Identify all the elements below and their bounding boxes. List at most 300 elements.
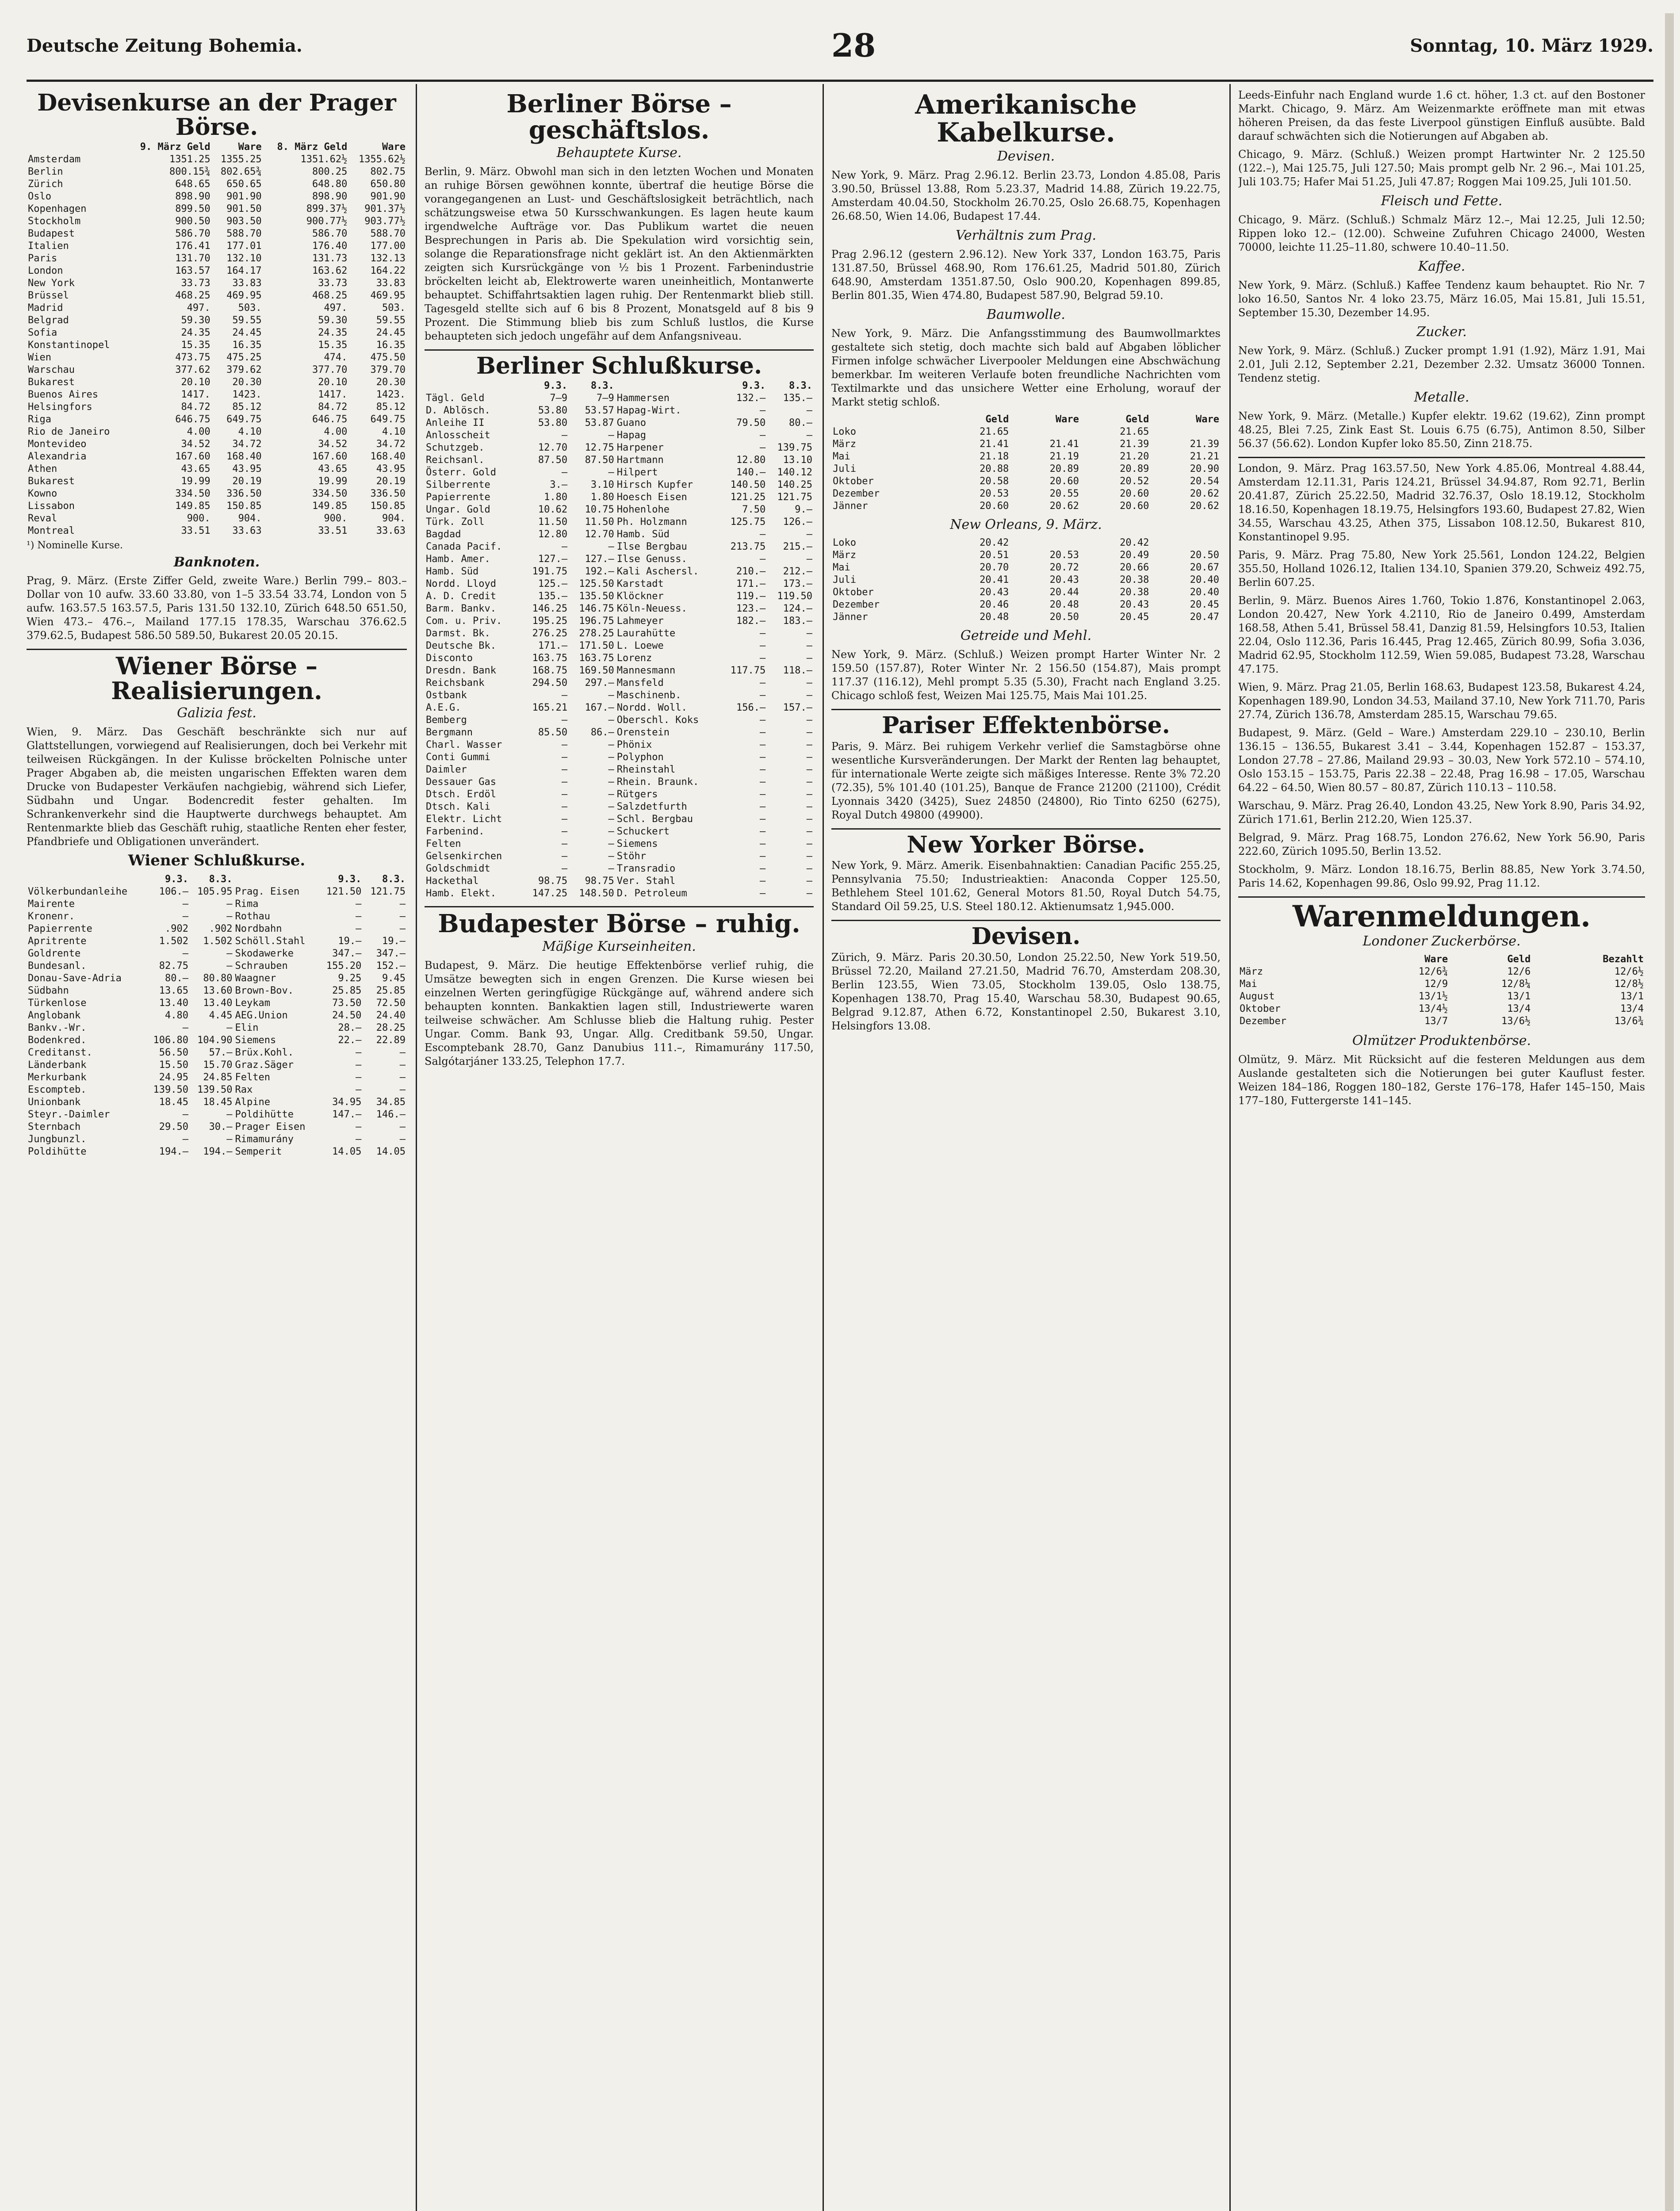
table-row <box>425 541 814 553</box>
warschau-text: Warschau, 9. März. Prag 26.40, London 43.25, New York 8.90, Paris 34.92, Zürich 171.61, Berlin 212.20, Wien 125.37. <box>1238 799 1645 826</box>
table-cell: 7–9 <box>550 393 568 404</box>
table-cell: Oslo <box>28 191 51 203</box>
table-row <box>27 898 407 910</box>
table-cell: Ver. Stahl <box>616 876 676 887</box>
table-cell: 347.– <box>332 948 362 959</box>
chicago-text: Chicago, 9. März. (Schluß.) Weizen prompt Hartwinter Nr. 2 125.50 (122.–), Mai 125.75, Juli 127.50; Mais prompt gelb Nr. 2 96.–, Mai 101.25, Juli 103.75; Hafer Mai 51.25, Juli 47.87; Roggen Mai 109.25, Juli 101.50. <box>1238 148 1645 188</box>
table-cell: Schutzgeb. <box>426 442 485 454</box>
table-row <box>27 1084 407 1096</box>
table-cell: 18.45 <box>203 1096 233 1108</box>
table-cell: Hapag-Wirt. <box>616 405 681 417</box>
belgrad-text: Belgrad, 9. März. Prag 168.75, London 276.62, New York 56.90, Paris 222.60, Zürich 1095.50, Berlin 13.52. <box>1238 831 1645 857</box>
table-cell: 20.70 <box>980 562 1009 573</box>
table-cell: – <box>760 677 766 689</box>
table-cell: 14.05 <box>332 1146 362 1157</box>
table-cell: Hamb. Amer. <box>426 554 490 565</box>
table-cell: 171.50 <box>579 640 614 652</box>
table-cell: Goldschmidt <box>426 863 490 875</box>
table-cell: 12.70 <box>585 529 614 540</box>
table-cell: 72.50 <box>376 997 406 1009</box>
table-cell: 904. <box>238 513 262 524</box>
table-header-cell: 9.3. <box>165 873 188 885</box>
zucker-text: New York, 9. März. (Schluß.) Zucker prompt 1.91 (1.92), März 1.91, Mai 2.01, Juli 2.12, September 2.21, Dezember 2.32. Umsatz 36000 Tonnen. Tendenz stetig. <box>1238 344 1645 384</box>
devisen-footnote: ¹) Nominelle Kurse. <box>27 540 123 551</box>
table-cell: 646.75 <box>175 414 210 425</box>
table-cell: 12.70 <box>538 442 568 454</box>
table-row <box>425 578 814 590</box>
table-row <box>27 463 407 475</box>
table-cell: Goldrente <box>28 948 81 959</box>
table-header-cell: 8.3. <box>209 873 233 885</box>
table-cell: Hartmann <box>616 455 664 466</box>
table-cell: – <box>760 764 766 776</box>
table-cell: – <box>399 910 406 922</box>
table-cell: 33.51 <box>181 525 210 537</box>
table-row <box>425 491 814 504</box>
table-cell: Transradio <box>616 863 676 875</box>
table-row <box>831 438 1221 451</box>
table-cell: 150.85 <box>370 501 406 512</box>
table-cell: 294.50 <box>532 677 568 689</box>
table-cell: Athen <box>28 463 57 475</box>
table-cell: 13/4 <box>1620 1003 1644 1015</box>
table-cell: – <box>561 715 568 726</box>
table-row <box>1238 978 1645 991</box>
table-cell: – <box>356 1084 362 1095</box>
table-row <box>27 265 407 277</box>
table-row <box>27 960 407 972</box>
table-cell: 87.50 <box>585 455 614 466</box>
table-cell: 192.– <box>585 566 614 578</box>
table-cell: – <box>806 777 812 788</box>
table-cell: 146.25 <box>532 603 568 615</box>
table-cell: 14.05 <box>376 1146 406 1157</box>
column-rule-3 <box>1229 84 1231 2211</box>
table-cell: Alexandria <box>28 451 87 463</box>
table-cell: – <box>760 529 766 540</box>
table-cell: Budapest <box>28 228 75 240</box>
column-3 <box>831 88 1221 2211</box>
table-cell: 9.25 <box>338 972 362 984</box>
table-cell: 13.60 <box>203 985 233 996</box>
table-cell: 15.35 <box>181 340 210 351</box>
table-cell: – <box>608 752 614 763</box>
table-cell: Buenos Aires <box>28 389 98 401</box>
table-cell: – <box>561 690 568 701</box>
table-cell: Hohenlohe <box>616 504 670 516</box>
table-cell: 903.77½ <box>364 216 406 227</box>
table-cell: New York <box>28 278 75 289</box>
table-cell: – <box>608 467 614 478</box>
table-cell: Oberschl. Koks <box>616 715 699 726</box>
fleisch-text: Chicago, 9. März. (Schluß.) Schmalz März 12.–, Mai 12.25, Juli 12.50; Rippen loko 12.– (12.00). Schweine Zufuhren Chicago 24000, Westen 70000, leichte 11.25–11.80, schwere 10.40–11.50. <box>1238 214 1645 253</box>
table-cell: – <box>806 814 812 825</box>
table-cell: 901.37½ <box>364 203 406 215</box>
table-cell: 20.90 <box>1190 463 1219 474</box>
table-cell: 904. <box>382 513 406 524</box>
table-cell: – <box>760 739 766 751</box>
table-cell: 13.10 <box>783 455 812 466</box>
table-row <box>27 475 407 488</box>
table-cell: – <box>806 876 812 887</box>
table-cell: 53.80 <box>538 417 568 429</box>
table-cell: L. Loewe <box>616 640 664 652</box>
table-cell: – <box>561 541 568 553</box>
table-row <box>27 1133 407 1146</box>
table-cell: 24.35 <box>181 327 210 339</box>
table-cell: 802.65¾ <box>220 166 262 178</box>
table-cell: Bukarest <box>28 476 75 487</box>
table-row <box>425 590 814 603</box>
table-cell: 191.75 <box>532 566 568 578</box>
table-cell: 20.62 <box>1190 501 1219 512</box>
table-cell: Tägl. Geld <box>426 393 485 404</box>
wiener-title: Wiener Börse – Realisierungen. <box>111 651 322 705</box>
table-cell: 379.70 <box>370 364 406 376</box>
table-cell: Brüssel <box>28 290 69 302</box>
table-row <box>425 566 814 578</box>
table-cell: Riga <box>28 414 51 425</box>
wiener-text: Wien, 9. März. Das Geschäft beschränkte sich nur auf Glattstellungen, vorwiegend auf Realisierungen, doch bei Verkehr mit teilweisen Rückgängen. In der Kulisse bröckelten Polnische unter Prager Abgaben ab, die meisten ungarischen Effekten waren dem Drucke von Budapester Verkäufen nachgiebig, während sich Liefer, Südbahn und Ungar. Bodencredit fester gehalten. Im Schrankenverkehr sind die Hauptwerte durchwegs behauptet. Am Rentenmarkte blieb das Geschäft ruhig, staatliche Renten eher fester, Pfandbriefe und Obligationen unverändert. <box>27 726 407 848</box>
table-row <box>831 463 1221 475</box>
table-cell: 13/1 <box>1507 991 1531 1002</box>
table-cell: – <box>806 739 812 751</box>
budapest-devisen-text: Budapest, 9. März. (Geld – Ware.) Amsterdam 229.10 – 230.10, Berlin 136.15 – 136.55, Bukarest 3.41 – 3.44, Kopenhagen 152.87 – 153.37, London 27.78 – 27.86, Mailand 29.93 – 30.03, New York 572.10 – 574.10, Oslo 153.15 – 153.75, Paris 22.38 – 22.48, Prag 16.98 – 17.05, Warschau 64.22 – 64.50, Wien 80.57 – 80.87, Zürich 110.13 – 110.58. <box>1238 727 1645 794</box>
table-cell: Loko <box>833 537 856 548</box>
table-cell: – <box>760 442 766 454</box>
table-cell: Papierrente <box>426 492 490 503</box>
table-cell: – <box>399 898 406 910</box>
table-cell: 347.– <box>376 948 406 959</box>
table-cell: 474. <box>324 352 348 363</box>
table-cell: Poldihütte <box>235 1109 294 1120</box>
table-cell: Felten <box>426 838 461 850</box>
table-cell: 148.50 <box>579 888 614 899</box>
table-cell: 3.– <box>550 479 568 491</box>
paris-text: Paris, 9. März. Prag 75.80, New York 25.561, London 124.22, Belgien 355.50, Holland 1026.12, Italien 134.10, Spanien 379.20, Schweiz 492.75, Berlin 607.25. <box>1238 549 1645 589</box>
table-cell: 1417. <box>318 389 348 401</box>
table-cell: 168.75 <box>532 665 568 677</box>
table-cell: – <box>760 653 766 664</box>
table-cell: 1355.25 <box>220 154 262 165</box>
table-row <box>425 887 814 900</box>
table-cell: – <box>806 430 812 441</box>
table-cell: Lorenz <box>616 653 652 664</box>
table-cell: 900. <box>324 513 348 524</box>
metalle-title: Metalle. <box>1414 390 1470 405</box>
table-cell: 28.– <box>338 1022 362 1033</box>
table-cell: 646.75 <box>312 414 348 425</box>
table-cell: 20.45 <box>1120 612 1149 623</box>
table-cell: 132.– <box>736 393 766 404</box>
table-cell: 20.67 <box>1190 562 1219 573</box>
table-cell: – <box>760 727 766 738</box>
table-cell: Ph. Holzmann <box>616 516 687 528</box>
table-cell: 900.50 <box>175 216 210 227</box>
table-cell: 588.70 <box>370 228 406 240</box>
banknoten-text: Prag, 9. März. (Erste Ziffer Geld, zweite Ware.) Berlin 799.– 803.– Dollar von 10 aufw. 33.60 33.80, von 1–5 33.54 33.74, London von 5 aufw. 163.57.5 163.57.5, Paris 131.50 132.10, Zürich 648.50 651.50, Wien 473.– 476.–, Mailand 177.15 178.35, Warschau 376.62.5 379.62.5, Budapest 586.50 589.50, Bukarest 20.05 20.15. <box>27 574 407 642</box>
table-cell: – <box>806 554 812 565</box>
table-cell: – <box>760 789 766 800</box>
table-cell: 73.50 <box>332 997 362 1009</box>
table-row <box>425 702 814 714</box>
table-cell: 24.45 <box>376 327 406 339</box>
table-cell: – <box>806 863 812 875</box>
table-cell: 800.15¾ <box>169 166 210 178</box>
table-cell: 377.70 <box>312 364 348 376</box>
table-cell: – <box>561 777 568 788</box>
table-row <box>27 401 407 413</box>
table-row <box>27 1047 407 1059</box>
table-row <box>27 525 407 537</box>
table-header-cell: 9.3. <box>544 380 568 392</box>
table-cell: Rhein. Braunk. <box>616 777 699 788</box>
table-row <box>425 813 814 826</box>
table-cell: 20.43 <box>1120 599 1149 610</box>
table-cell: – <box>561 739 568 751</box>
table-cell: 20.40 <box>1190 574 1219 585</box>
table-cell: 900.77½ <box>306 216 348 227</box>
table-cell: 469.95 <box>226 290 262 302</box>
table-header-cell: 8.3. <box>590 380 614 392</box>
table-row <box>425 627 814 640</box>
table-cell: Oktober <box>833 587 874 598</box>
table-cell: 24.50 <box>332 1010 362 1021</box>
table-row <box>27 985 407 997</box>
london-text: London, 9. März. Prag 163.57.50, New York 4.85.06, Montreal 4.88.44, Amsterdam 12.11.31, Paris 124.21, Brüssel 34.94.87, Rom 92.71, Berlin 20.41.87, Zürich 25.22.50, Madrid 32.76.37, Oslo 18.19.12, Stockholm 18.16.50, Kopenhagen 18.19.75, Helsingfors 193.60, Budapest 27.82, Wien 34.55, Warschau 43.25, Athen 375, Lissabon 108.12.50, Bukarest 810, Konstantinopel 9.95. <box>1238 462 1645 543</box>
table-cell: 33.63 <box>232 525 262 537</box>
table-cell: – <box>561 801 568 813</box>
table-row <box>425 454 814 467</box>
table-cell: Phönix <box>616 739 652 751</box>
table-cell: Disconto <box>426 653 473 664</box>
table-cell: 297.– <box>585 677 614 689</box>
table-row <box>27 178 407 191</box>
table-cell: 212.– <box>783 566 812 578</box>
table-cell: Oktober <box>1240 1003 1281 1015</box>
table-row <box>425 442 814 454</box>
table-cell: Laurahütte <box>616 628 676 639</box>
table-cell: – <box>760 863 766 875</box>
table-cell: 13/1½ <box>1418 991 1448 1002</box>
table-row <box>425 776 814 788</box>
table-cell: 7–9 <box>597 393 614 404</box>
table-cell: – <box>399 1084 406 1095</box>
table-cell: – <box>760 690 766 701</box>
table-cell: 126.– <box>783 516 812 528</box>
berliner-text: Berlin, 9. März. Obwohl man sich in den letzten Wochen und Monaten an ruhige Börsen gewöhnen konnte, übertraf die heutige Börse die vorangegangenen an Lust- und Geschäftslosigkeit beträchtlich, nach schätzungsweise etwa 50 Kursschwankungen. Es lagen heute kaum irgendwelche Aufträge vor. Das Publikum wartet die neuen Besprechungen in Paris ab. Die Spekulation wird vorsichtig sein, solange die Reparationsfrage nicht geklärt ist. An den Aktienmärkten zeigten sich Kursrückgänge von ½ bis 1 Prozent. Farbenindustrie bröckelten leicht ab, Elektrowerte waren uneinheitlich, Montanwerte behauptet. Schiffahrtsaktien lagen ruhig. Der Rentenmarkt blieb still. Tagesgeld stellte sich auf 6 bis 8 Prozent, Monatsgeld auf 8 bis 9 Prozent. Die Stimmung blieb bis zum Schluß lustlos, die Kurse behaupteten sich jedoch ungefähr auf dem Anfangsniveau. <box>425 165 814 342</box>
table-cell: 20.60 <box>1120 501 1149 512</box>
table-cell: 4.00 <box>324 426 348 438</box>
table-cell: – <box>608 814 614 825</box>
table-cell: Schuckert <box>616 826 670 838</box>
table-cell <box>1010 537 1080 549</box>
table-row <box>27 290 407 302</box>
table-cell: 21.39 <box>1190 439 1219 450</box>
table-cell: 157.– <box>783 702 812 714</box>
table-cell: Dtsch. Erdöl <box>426 789 496 800</box>
metalle-text: New York, 9. März. (Metalle.) Kupfer elektr. 19.62 (19.62), Zinn prompt 48.25, Blei 7.25, Zink East St. Louis 6.75 (6.75), Antimon 8.50, Silber 56.37 (56.62). London Kupfer loko 85.50, Zinn 218.75. <box>1238 410 1645 450</box>
table-cell: 59.30 <box>181 315 210 326</box>
table-cell: August <box>1240 991 1275 1002</box>
table-cell: 25.85 <box>332 985 362 996</box>
table-cell: Maschinenb. <box>616 690 681 701</box>
table-cell: 24.85 <box>203 1071 233 1083</box>
table-cell: 135.– <box>783 393 812 404</box>
table-row <box>831 475 1221 488</box>
table-cell: 43.65 <box>181 463 210 475</box>
table-header-cell <box>425 380 522 392</box>
table-cell: Brüx.Kohl. <box>235 1047 294 1058</box>
table-cell: Rimamurány <box>235 1133 294 1145</box>
table-row <box>425 751 814 764</box>
table-cell: – <box>226 1022 233 1033</box>
table-cell: 121.75 <box>777 492 812 503</box>
table-row <box>27 389 407 401</box>
table-cell: .902 <box>165 923 188 934</box>
table-cell: Belgrad <box>28 315 69 326</box>
table-cell: 30.– <box>209 1121 233 1132</box>
table-row <box>425 652 814 665</box>
table-cell: – <box>561 826 568 838</box>
table-cell: 121.25 <box>730 492 766 503</box>
table-cell: 85.12 <box>376 402 406 413</box>
amerik-text-1: New York, 9. März. Prag 2.96.12. Berlin 23.73, London 4.85.08, Paris 3.90.50, Brüssel 13.88, Rom 5.23.37, Madrid 14.88, Zürich 19.22.75, Amsterdam 40.04.50, Stockholm 26.70.25, Oslo 26.68.75, Kopenhagen 26.68.50, Wien 14.06, Budapest 17.44. <box>831 169 1221 222</box>
table-cell: 33.51 <box>318 525 348 537</box>
table-cell: Völkerbundanleihe <box>28 886 128 897</box>
table-header-cell: 9.3. <box>742 380 766 392</box>
table-cell: Silberrente <box>426 479 490 491</box>
table-cell: Mansfeld <box>616 677 664 689</box>
table-cell: – <box>806 801 812 813</box>
table-cell: 10.62 <box>538 504 568 516</box>
table-row <box>425 615 814 627</box>
table-cell: 150.85 <box>226 501 262 512</box>
table-cell: Bankv.-Wr. <box>28 1022 87 1033</box>
table-cell: 468.25 <box>312 290 348 302</box>
table-row <box>831 537 1221 549</box>
table-cell: 171.– <box>736 578 766 590</box>
table-cell: 20.30 <box>232 377 262 388</box>
table-cell: Ostbank <box>426 690 467 701</box>
table-cell: 164.17 <box>226 265 262 277</box>
table-cell: 131.70 <box>175 253 210 264</box>
table-cell: 1423. <box>376 389 406 401</box>
table-header-cell: Ware <box>1424 954 1448 965</box>
masthead <box>27 27 1653 75</box>
table-cell: 168.40 <box>370 451 406 463</box>
table-cell: 20.10 <box>181 377 210 388</box>
table-row <box>27 166 407 178</box>
table-cell: 1.80 <box>544 492 568 503</box>
table-cell: 213.75 <box>730 541 766 553</box>
table-cell: 43.95 <box>376 463 406 475</box>
table-cell: 7.50 <box>742 504 766 516</box>
table-cell: 140.– <box>736 467 766 478</box>
table-cell: 13/7 <box>1424 1016 1448 1027</box>
table-row <box>425 788 814 801</box>
waren-title: Warenmeldungen. <box>1292 899 1591 933</box>
table-cell: 139.50 <box>197 1084 233 1095</box>
table-cell: Warschau <box>28 364 75 376</box>
table-cell: – <box>226 1109 233 1120</box>
table-cell: Zürich <box>28 179 63 190</box>
wiener-schluss-table <box>27 873 407 1158</box>
budapest-text: Budapest, 9. März. Die heutige Effektenbörse verlief ruhig, die Umsätze bewegten sich in engen Grenzen. Die Kurse wiesen bei einzelnen Werten geringfügige Rückgänge auf, während andere sich behaupten konnten. Bankaktien lagen still, Industriewerte waren teilweise schwächer. Am Schlusse blieb die Haltung ruhig. Pester Ungar. Comm. Bank 93, Ungar. Allg. Creditbank 59.50, Ungar. Escomptebank 28.70, Ganz Danubius 111.–, Rimamurány 117.50, Salgótarjáner 133.25, Telephon 17.7. <box>425 959 814 1067</box>
table-cell: – <box>561 789 568 800</box>
table-cell: – <box>760 628 766 639</box>
table-cell: Hilpert <box>616 467 658 478</box>
berliner-schluss-table <box>425 380 814 900</box>
table-cell: 164.22 <box>370 265 406 277</box>
table-cell: 22.– <box>338 1034 362 1046</box>
table-cell: 215.– <box>783 541 812 553</box>
table-row <box>27 203 407 215</box>
table-cell: 20.89 <box>1120 463 1149 474</box>
table-cell: 85.12 <box>232 402 262 413</box>
table-cell: 196.75 <box>579 616 614 627</box>
table-cell: – <box>561 814 568 825</box>
table-cell: 183.– <box>783 616 812 627</box>
table-row <box>425 677 814 689</box>
table-cell: 84.72 <box>181 402 210 413</box>
table-row <box>831 488 1221 500</box>
masthead-rule <box>27 80 1653 82</box>
table-cell: Rheinstahl <box>616 764 676 776</box>
table-cell: – <box>356 1133 362 1145</box>
column-1 <box>27 88 407 2211</box>
table-cell: – <box>608 430 614 441</box>
table-cell: 149.85 <box>175 501 210 512</box>
table-header-cell <box>27 873 145 886</box>
newyork-text: New York, 9. März. Amerik. Eisenbahnaktien: Canadian Pacific 255.25, Pennsylvania 75.50; Industrieaktien: Anaconda Copper 125.50, Bethlehem Steel 101.62, General Motors 81.50, Royal Dutch 54.75, Standard Oil 59.25, U.S. Steel 180.12. Aktienumsatz 1,945.000. <box>831 859 1221 913</box>
table-cell: – <box>608 690 614 701</box>
table-cell: Bergmann <box>426 727 473 738</box>
table-cell: – <box>226 910 233 922</box>
table-row <box>425 528 814 541</box>
table-cell: Escompteb. <box>28 1084 87 1095</box>
table-header-cell: 8.3. <box>382 873 406 885</box>
table-cell: 12/6 <box>1507 966 1531 978</box>
table-row <box>425 863 814 875</box>
table-cell: Hamb. Elekt. <box>426 888 496 899</box>
table-cell: 648.80 <box>312 179 348 190</box>
table-cell: 125.50 <box>579 578 614 590</box>
table-cell: Daimler <box>426 764 467 776</box>
table-cell: 33.83 <box>376 278 406 289</box>
table-cell: 898.90 <box>312 191 348 203</box>
table-cell: 11.50 <box>585 516 614 528</box>
table-cell: 20.10 <box>318 377 348 388</box>
table-cell: Lahmeyer <box>616 616 664 627</box>
table-cell: 20.88 <box>980 463 1009 474</box>
table-cell: Reval <box>28 513 57 524</box>
stockholm-text: Stockholm, 9. März. London 18.16.75, Berlin 88.85, New York 3.74.50, Paris 14.62, Kopenhagen 99.86, Oslo 99.92, Prag 11.12. <box>1238 863 1645 889</box>
table-cell: – <box>356 1047 362 1058</box>
table-cell: – <box>760 752 766 763</box>
table-cell: 21.41 <box>980 439 1009 450</box>
table-cell: 475.25 <box>226 352 262 363</box>
column-rule-1 <box>416 84 417 2211</box>
table-cell: Juli <box>833 574 856 585</box>
table-cell: Waagner <box>235 972 276 984</box>
table-row <box>425 714 814 727</box>
amerik-title: Amerikanische Kabelkurse. <box>915 89 1137 148</box>
table-row <box>27 302 407 314</box>
baumwolle-text: New York, 9. März. Die Anfangsstimmung des Baumwollmarktes gestaltete sich stetig, doch machte sich bald auf Abgaben löblicher Firmen infolge schwächer Liverpooler Meldungen eine Abschwächung bemerkbar. Im weiteren Verlaufe boten freundliche Nachrichten vom Textilmarkte und das unsichere Wetter eine Erholung, worauf der Markt stetig schloß. <box>831 327 1221 408</box>
table-cell: – <box>608 789 614 800</box>
table-cell: 20.41 <box>980 574 1009 585</box>
